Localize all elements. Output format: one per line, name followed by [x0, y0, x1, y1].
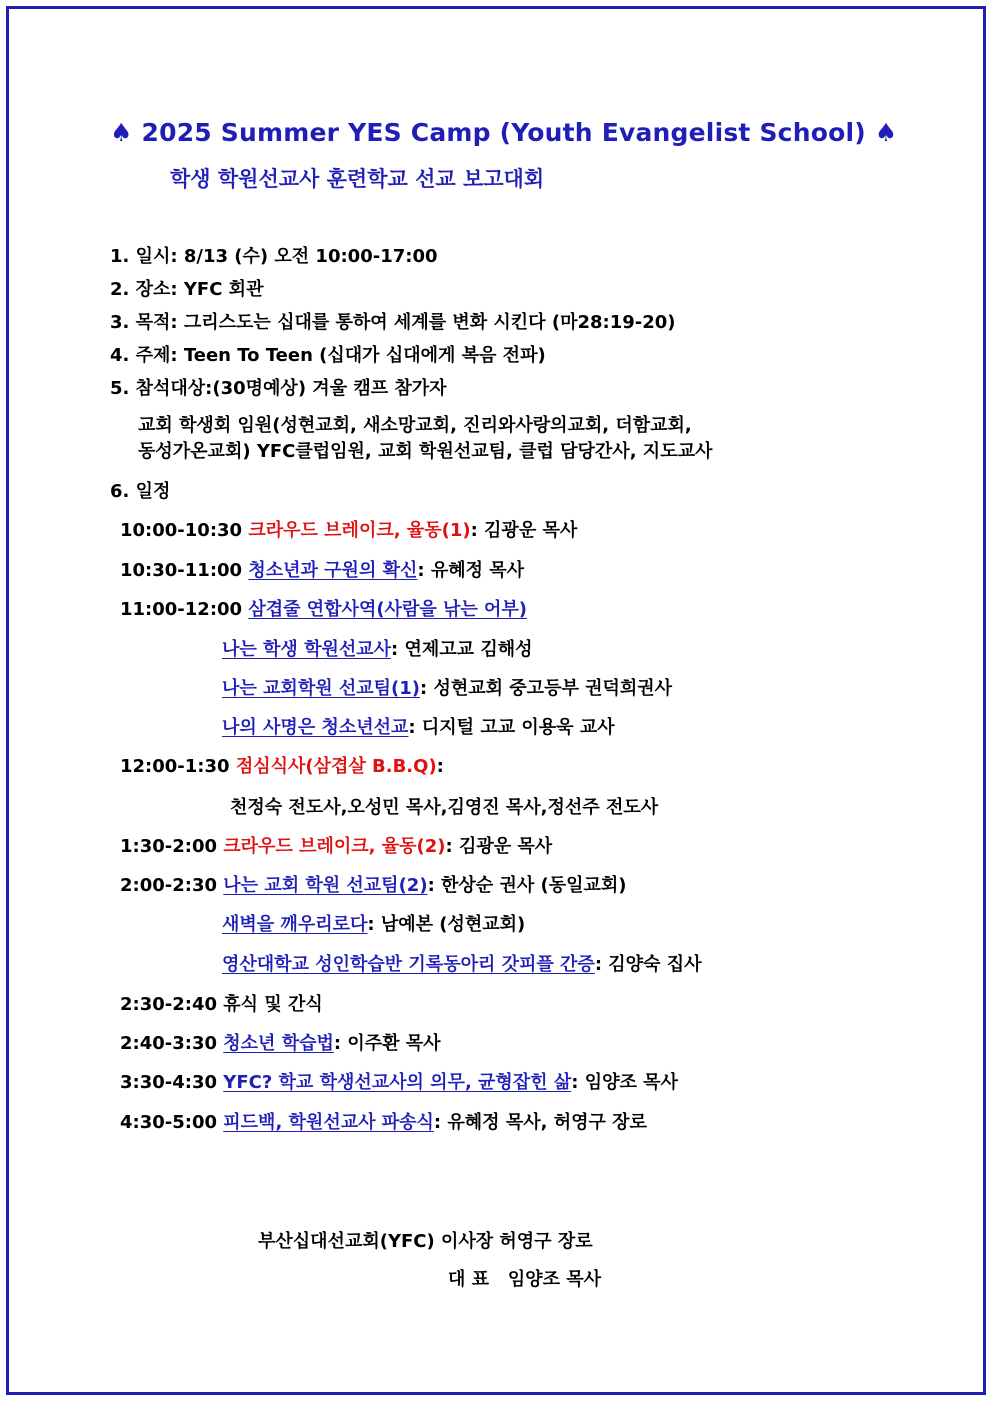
info-schedule-heading: 6. 일정 [110, 481, 171, 502]
schedule-title: 크라우드 브레이크, 율동(1) [248, 520, 471, 541]
schedule-title-link[interactable]: 피드백, 학원선교사 파송식 [223, 1112, 434, 1133]
schedule-title-link[interactable]: 영산대학교 성인학습반 기록동아리 갓피플 간증 [222, 954, 595, 975]
schedule-row [120, 832, 552, 858]
schedule-title-link[interactable]: 삼겹줄 연합사역(사람을 낚는 어부) [248, 599, 528, 620]
schedule-row [120, 1029, 441, 1055]
schedule-subrow [222, 674, 672, 700]
schedule-title-link[interactable]: 나는 교회 학원 선교팀(2) [223, 875, 428, 896]
schedule-time: 3:30-4:30 [120, 1072, 224, 1093]
document-subtitle: 학생 학원선교사 훈련학교 선교 보고대회 [170, 167, 545, 191]
schedule-row [120, 595, 527, 621]
schedule-speaker: : 디지털 고교 이용욱 교사 [408, 717, 615, 738]
schedule-row [120, 1108, 647, 1134]
schedule-row [120, 556, 524, 582]
info-attendees-detail-2: 동성가온교회) YFC클럽임원, 교회 학원선교팀, 클럽 담당간사, 지도교사 [138, 441, 713, 462]
info-attendees: 5. 참석대상:(30명예상) 겨울 캠프 참가자 [110, 378, 447, 399]
schedule-speaker: : 김광운 목사 [445, 836, 553, 857]
schedule-row [120, 1068, 678, 1094]
schedule-speaker: : 연제고교 김해성 [391, 639, 533, 660]
schedule-speaker: : 남예본 (성현교회) [367, 914, 526, 935]
info-purpose: 3. 목적: 그리스도는 십대를 통하여 세계를 변화 시킨다 (마28:19-20) [110, 312, 676, 333]
info-place: 2. 장소: YFC 회관 [110, 279, 264, 300]
schedule-subrow [222, 635, 532, 661]
document-title: ♠ 2025 Summer YES Camp (Youth Evangelist School) ♠ [110, 118, 898, 147]
schedule-time: 11:00-12:00 [120, 599, 249, 620]
signature-representative: 대 표 임양조 목사 [448, 1269, 602, 1290]
schedule-speaker: : 이주환 목사 [333, 1033, 441, 1054]
info-date: 1. 일시: 8/13 (수) 오전 10:00-17:00 [110, 246, 438, 267]
schedule-title: 크라우드 브레이크, 율동(2) [223, 836, 446, 857]
schedule-time: 10:00-10:30 [120, 520, 249, 541]
schedule-title-link[interactable]: 청소년과 구원의 확신 [248, 560, 418, 581]
schedule-title-link[interactable]: 새벽을 깨우리로다 [222, 914, 368, 935]
schedule-title-link[interactable]: 나의 사명은 청소년선교 [222, 717, 409, 738]
schedule-speaker: : 임양조 목사 [571, 1072, 678, 1093]
schedule-subrow [222, 713, 615, 739]
schedule-speaker: : 김광운 목사 [470, 520, 578, 541]
schedule-title-link[interactable]: 나는 학생 학원선교사 [222, 639, 392, 660]
schedule-time: 1:30-2:00 [120, 836, 224, 857]
schedule-time: 4:30-5:00 [120, 1112, 224, 1133]
schedule-speaker: : 한상순 권사 (동일교회) [427, 875, 627, 896]
page-border [6, 6, 986, 1395]
schedule-subrow [222, 950, 702, 976]
schedule-title-link[interactable]: 청소년 학습법 [223, 1033, 334, 1054]
schedule-title-link[interactable]: YFC? 학교 학생선교사의 의무, 균형잡힌 삶 [223, 1072, 572, 1093]
schedule-row [120, 752, 444, 778]
schedule-row [120, 516, 577, 542]
info-theme: 4. 주제: Teen To Teen (십대가 십대에게 복음 전파) [110, 345, 546, 366]
info-attendees-detail-1: 교회 학생회 임원(성현교회, 새소망교회, 진리와사랑의교회, 더함교회, [138, 415, 692, 436]
schedule-time: 10:30-11:00 [120, 560, 249, 581]
schedule-speaker: : 김양숙 집사 [594, 954, 702, 975]
schedule-subrow: 천정숙 전도사,오성민 목사,김영진 목사,정선주 전도사 [230, 797, 659, 818]
schedule-time: 2:40-3:30 [120, 1033, 224, 1054]
schedule-speaker: : 유혜정 목사 [417, 560, 525, 581]
signature-chairman: 부산십대선교회(YFC) 이사장 허영구 장로 [258, 1231, 593, 1252]
schedule-speaker: : 유혜정 목사, 허영구 장로 [433, 1112, 647, 1133]
schedule-subrow [222, 910, 525, 936]
schedule-time: 12:00-1:30 [120, 756, 236, 777]
schedule-row [120, 871, 627, 897]
schedule-title: 점심식사(삼겹살 B.B.Q) [235, 756, 437, 777]
schedule-title-link[interactable]: 나는 교회학원 선교팀(1) [222, 678, 421, 699]
schedule-speaker: : 성현교회 중고등부 권덕희권사 [420, 678, 673, 699]
schedule-time: 2:00-2:30 [120, 875, 224, 896]
schedule-speaker: : [436, 756, 444, 777]
schedule-row: 2:30-2:40 휴식 및 간식 [120, 994, 323, 1015]
